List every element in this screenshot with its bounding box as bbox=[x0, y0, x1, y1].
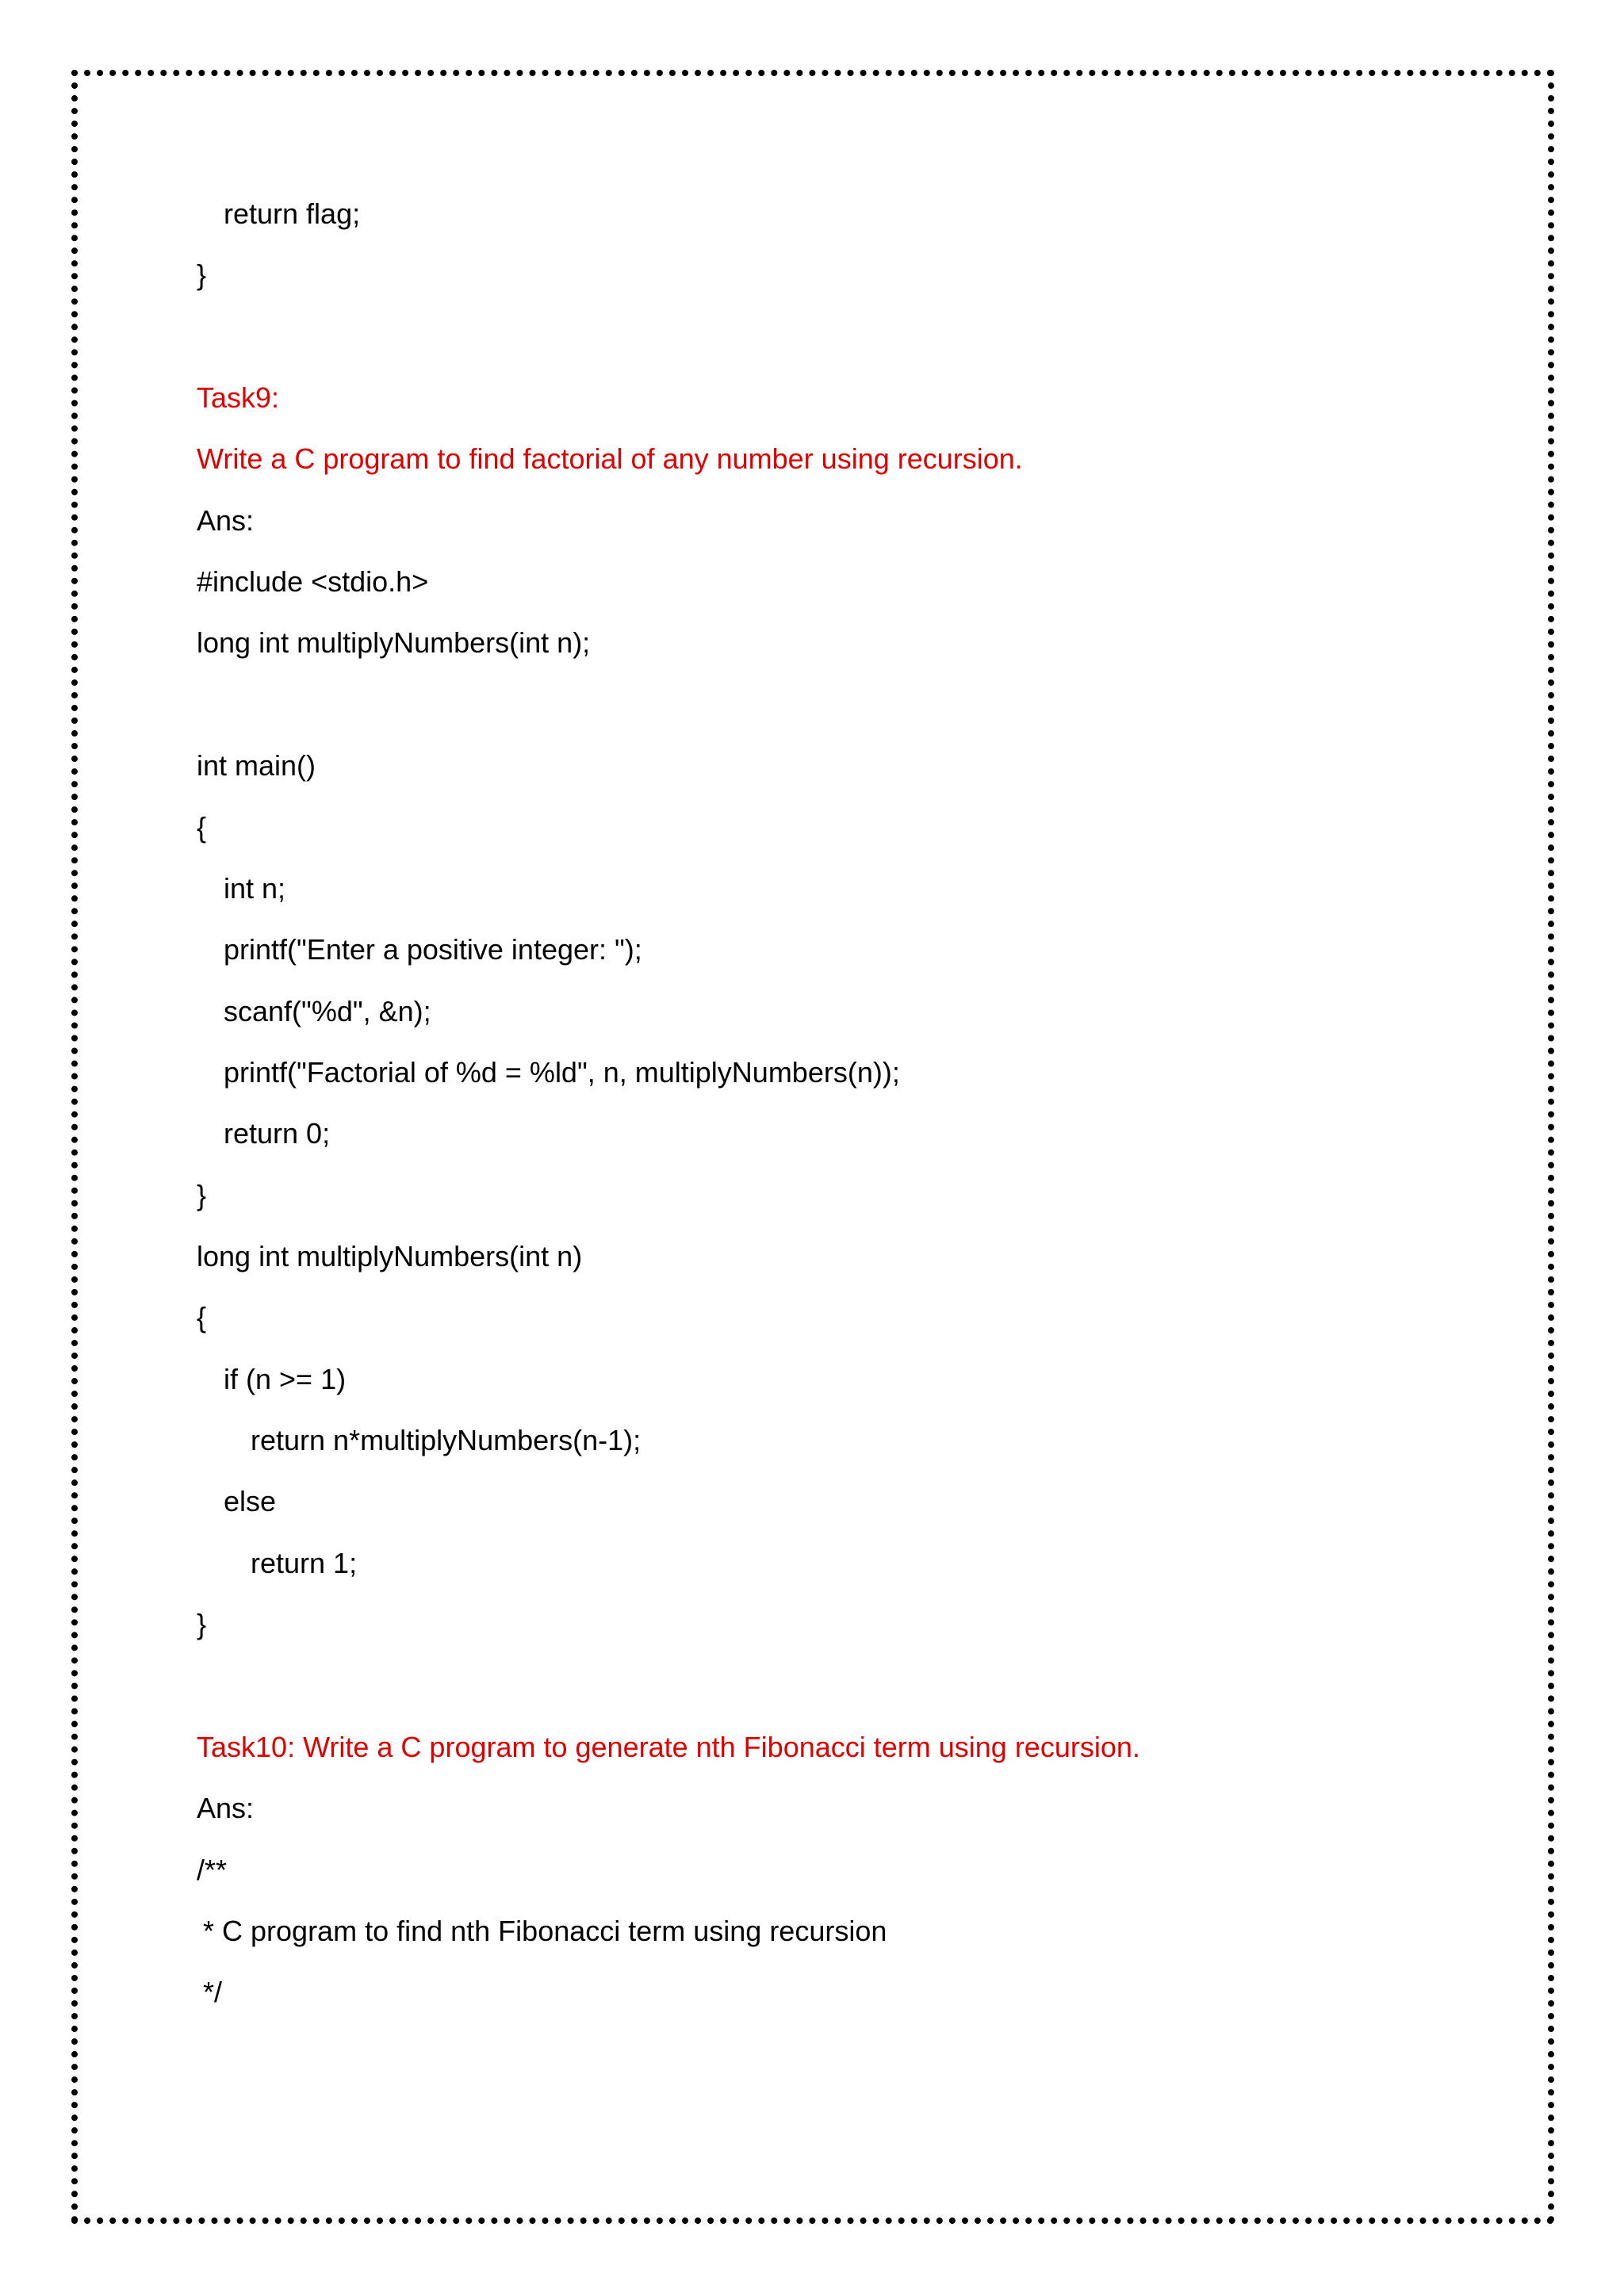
code-line: scanf("%d", &n); bbox=[224, 995, 431, 1027]
code-line: { bbox=[197, 811, 207, 844]
code-line: return flag; bbox=[224, 197, 361, 230]
code-line: return 0; bbox=[224, 1117, 331, 1150]
code-line: { bbox=[197, 1301, 207, 1334]
code-line: long int multiplyNumbers(int n) bbox=[197, 1240, 583, 1272]
code-line: } bbox=[197, 1179, 207, 1211]
code-line: long int multiplyNumbers(int n); bbox=[197, 626, 591, 659]
code-comment: */ bbox=[203, 1976, 223, 2008]
answer-label: Ans: bbox=[197, 1792, 255, 1824]
code-line: #include <stdio.h> bbox=[197, 565, 429, 598]
code-line: else bbox=[224, 1485, 277, 1517]
code-line: return n*multiplyNumbers(n-1); bbox=[251, 1424, 642, 1456]
code-comment: * C program to find nth Fibonacci term using recursion bbox=[203, 1915, 887, 1947]
code-line: int n; bbox=[224, 872, 286, 905]
task-heading: Task9: bbox=[197, 381, 280, 414]
code-line: printf("Factorial of %d = %ld", n, multiplyNumbers(n)); bbox=[224, 1056, 900, 1089]
task-heading: Task10: Write a C program to generate nth Fibonacci term using recursion. bbox=[197, 1731, 1140, 1763]
code-comment: /** bbox=[197, 1854, 228, 1886]
code-line: return 1; bbox=[251, 1547, 358, 1579]
code-line: } bbox=[197, 1608, 207, 1640]
code-line: printf("Enter a positive integer: "); bbox=[224, 933, 642, 966]
code-line: int main() bbox=[197, 749, 316, 782]
code-line: if (n >= 1) bbox=[224, 1363, 347, 1395]
task-description: Write a C program to find factorial of any number using recursion. bbox=[197, 442, 1023, 475]
answer-label: Ans: bbox=[197, 504, 255, 537]
code-line: } bbox=[197, 258, 207, 291]
